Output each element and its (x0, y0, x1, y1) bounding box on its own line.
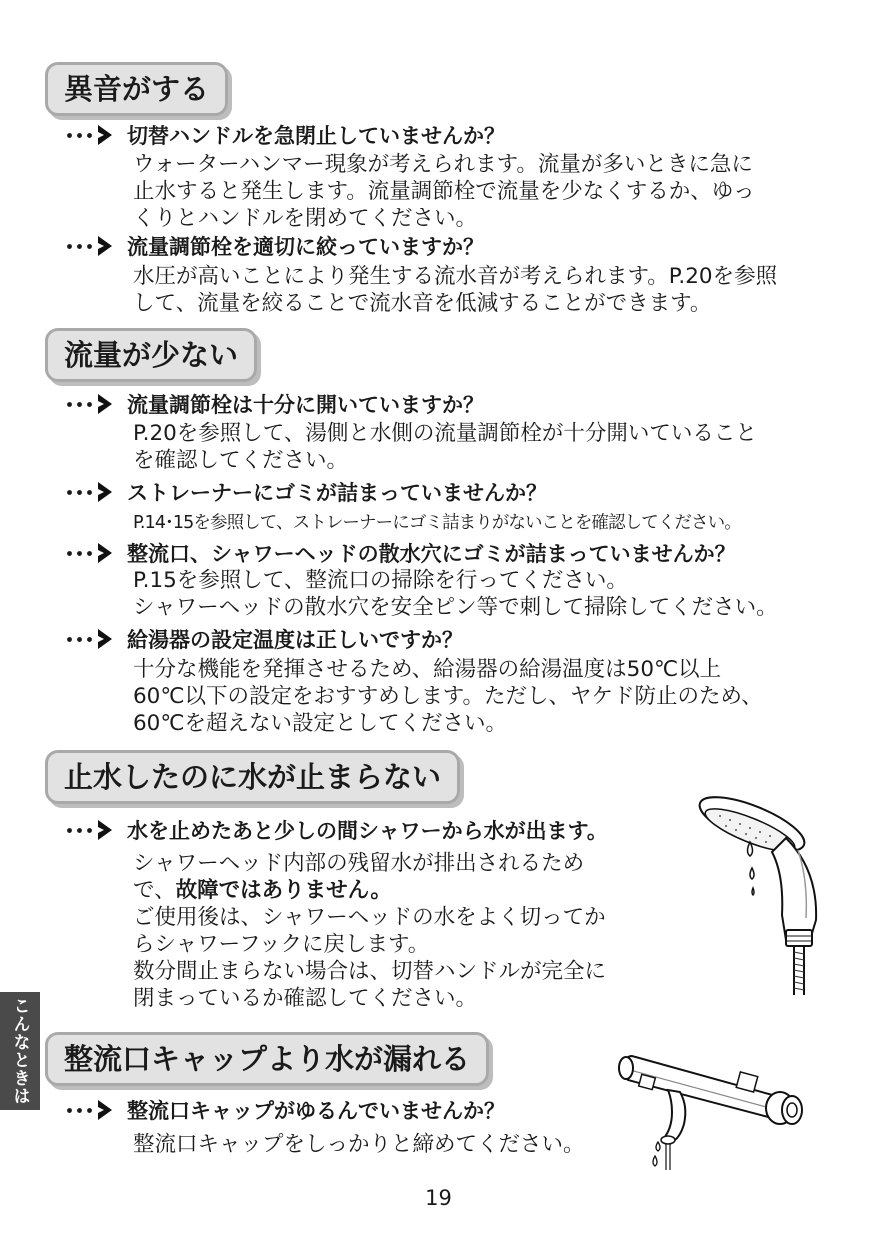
answer-line: P.20を参照して、湯側と水側の流量調節栓が十分開いていること (133, 421, 757, 446)
question-text: 整流口、シャワーヘッドの散水穴にゴミが詰まっていませんか？ (127, 542, 736, 566)
answer-line: P.15を参照して、整流口の掃除を行ってください。 (133, 568, 628, 593)
answer-line: を確認してください。 (133, 448, 349, 473)
chevron-right-icon (95, 818, 115, 842)
bullet-dots: ･･･ (64, 393, 95, 419)
side-tab-troubleshooting: こんなときは (0, 992, 40, 1110)
chevron-right-icon (95, 1098, 115, 1122)
bullet-dots: ･･･ (64, 628, 95, 654)
question-row (64, 624, 463, 654)
answer-line (133, 877, 606, 904)
question-row (64, 120, 505, 150)
answer-line: 60℃以下の設定をおすすめします。ただし、ヤケド防止のため、 (133, 684, 763, 709)
answer-line: シャワーヘッドの散水穴を安全ピン等で刺して掃除してください。 (133, 595, 778, 620)
answer-line: 閉まっているか確認してください。 (133, 986, 478, 1011)
answer-line: 整流口キャップをしっかりと締めてください。 (133, 1132, 585, 1157)
chevron-right-icon (95, 627, 115, 651)
question-text: 流量調節栓を適切に絞っていますか？ (127, 235, 485, 259)
bullet-dots: ･･･ (64, 481, 95, 507)
faucet-illustration (610, 1046, 810, 1178)
question-text: ストレーナーにゴミが詰まっていませんか？ (127, 481, 548, 505)
bullet-dots: ･･･ (64, 124, 95, 150)
section-heading-low-flow: 流量が少ない (45, 328, 257, 382)
question-text: 給湯器の設定温度は正しいですか？ (127, 628, 464, 652)
answer-text (133, 510, 741, 537)
answer-text (133, 1131, 585, 1158)
question-text: 切替ハンドルを急閉止していませんか？ (127, 124, 506, 148)
section-heading-water-not-stopping: 止水したのに水が止まらない (45, 750, 460, 804)
answer-text (133, 656, 763, 737)
shower-head-illustration (690, 790, 840, 1000)
chevron-right-icon (95, 541, 115, 565)
question-text: 水を止めたあと少しの間シャワーから水が出ます。 (127, 819, 608, 843)
chevron-right-icon (95, 123, 115, 147)
answer-line: 止水すると発生します。流量調節栓で流量を少なくするか、ゆっ (133, 179, 755, 204)
answer-line: らシャワーフックに戻します。 (133, 932, 430, 957)
answer-line: 60℃を超えない設定としてください。 (133, 711, 508, 736)
page-number: 19 (425, 1186, 452, 1210)
chevron-right-icon (95, 234, 115, 258)
question-row (64, 389, 484, 419)
emphasis-not-malfunction: 故障ではありません。 (175, 878, 392, 903)
bullet-dots: ･･･ (64, 542, 95, 568)
answer-text (133, 151, 755, 232)
question-row (64, 538, 736, 568)
question-text: 整流口キャップがゆるんでいませんか？ (127, 1099, 506, 1123)
answer-line: 数分間止まらない場合は、切替ハンドルが完全に (133, 959, 607, 984)
chevron-right-icon (95, 392, 115, 416)
question-row (64, 477, 547, 507)
answer-line: 水圧が高いことにより発生する流水音が考えられます。P.20を参照 (133, 264, 778, 289)
answer-text (133, 567, 778, 621)
question-row (64, 815, 608, 845)
question-text: 流量調節栓は十分に開いていますか？ (127, 393, 485, 417)
answer-line: して、流量を絞ることで流水音を低減することができます。 (133, 291, 712, 316)
question-row (64, 1095, 505, 1125)
answer-line: シャワーヘッド内部の残留水が排出されるため (133, 851, 585, 876)
chevron-right-icon (95, 480, 115, 504)
bullet-dots: ･･･ (64, 235, 95, 261)
section-heading-noise: 異音がする (45, 62, 228, 116)
section-heading-cap-leak: 整流口キャップより水が漏れる (45, 1032, 489, 1086)
answer-text (133, 850, 606, 1012)
answer-line: P.14･15を参照して、ストレーナーにゴミ詰まりがないことを確認してください。 (133, 513, 741, 533)
question-row (64, 231, 484, 261)
answer-line-prefix: で、 (133, 878, 176, 903)
answer-text (133, 263, 777, 317)
bullet-dots: ･･･ (64, 1099, 95, 1125)
answer-line: ウォーターハンマー現象が考えられます。流量が多いときに急に (133, 152, 753, 177)
answer-line: 十分な機能を発揮させるため、給湯器の給湯温度は50℃以上 (133, 657, 722, 682)
answer-line: ご使用後は、シャワーヘッドの水をよく切ってか (133, 905, 606, 930)
bullet-dots: ･･･ (64, 819, 95, 845)
answer-line: くりとハンドルを閉めてください。 (133, 206, 478, 231)
answer-text (133, 420, 757, 474)
